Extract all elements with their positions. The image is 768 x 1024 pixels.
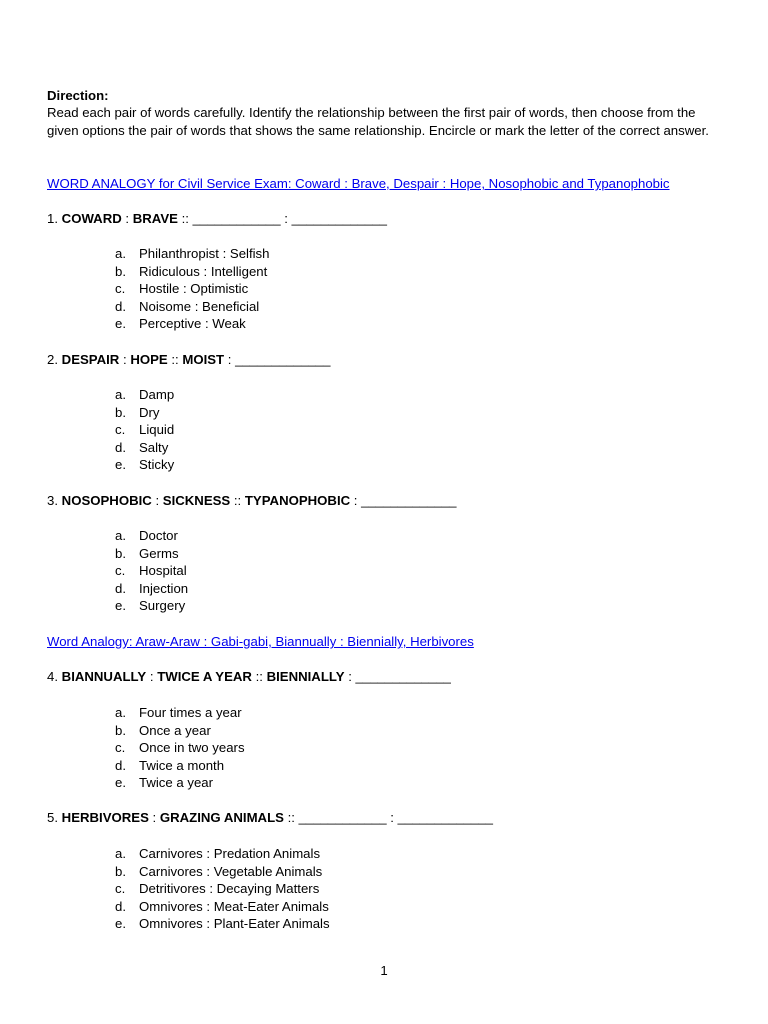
option-letter: d. <box>115 580 126 596</box>
question-word-1: BIANNUALLY <box>61 669 147 684</box>
separator: : <box>344 669 356 684</box>
option-letter: b. <box>115 863 126 879</box>
option-item[interactable] <box>115 315 269 333</box>
option-text: Twice a month <box>139 757 225 773</box>
separator: :: <box>230 493 245 508</box>
question-number: 1. <box>47 211 58 226</box>
question-word-3: BIENNIALLY <box>266 669 345 684</box>
option-letter: b. <box>115 404 126 420</box>
option-item[interactable] <box>115 545 188 563</box>
separator: : <box>386 810 398 825</box>
options-list-5 <box>115 845 330 933</box>
separator: :: <box>167 352 183 367</box>
question-word-2: HOPE <box>130 352 168 367</box>
option-letter: a. <box>115 246 126 261</box>
option-item[interactable] <box>115 404 174 422</box>
question-word-2: BRAVE <box>132 211 178 226</box>
option-item[interactable] <box>115 263 269 281</box>
option-text: Dry <box>139 404 160 420</box>
option-text: Hospital <box>139 563 187 579</box>
option-letter: c. <box>115 563 126 579</box>
option-item[interactable] <box>115 597 188 615</box>
option-item[interactable] <box>115 845 330 863</box>
option-letter: c. <box>115 281 126 297</box>
option-item[interactable] <box>115 774 245 792</box>
option-letter: c. <box>115 422 126 438</box>
option-item[interactable] <box>115 898 330 916</box>
option-text: Omnivores : Meat-Eater Animals <box>139 898 329 914</box>
options-list-4 <box>115 704 245 792</box>
separator: :: <box>251 669 267 684</box>
answer-blank: _____________ <box>235 352 331 367</box>
option-text: Carnivores : Predation Animals <box>139 846 321 861</box>
question-word-2: SICKNESS <box>162 493 231 508</box>
link-word-analogy-civil-service[interactable]: WORD ANALOGY for Civil Service Exam: Coward : Brave, Despair : Hope, Nosophobic and Typanophobic <box>47 176 670 191</box>
option-item[interactable] <box>115 421 174 439</box>
option-text: Detritivores : Decaying Matters <box>139 881 320 897</box>
question-word-2: GRAZING ANIMALS <box>159 810 284 825</box>
answer-blank: _____________ <box>291 211 387 226</box>
option-letter: a. <box>115 528 126 543</box>
option-item[interactable] <box>115 439 174 457</box>
option-item[interactable] <box>115 704 245 722</box>
question-number: 4. <box>47 669 58 684</box>
option-text: Ridiculous : Intelligent <box>139 263 268 279</box>
separator: : <box>121 211 133 226</box>
option-item[interactable] <box>115 757 245 775</box>
page-number: 1 <box>380 963 388 978</box>
question-number: 2. <box>47 352 58 367</box>
option-text: Liquid <box>139 422 175 438</box>
options-list-1 <box>115 245 269 333</box>
option-letter: c. <box>115 881 126 897</box>
option-letter: a. <box>115 705 126 720</box>
option-letter: e. <box>115 916 126 932</box>
options-list-2 <box>115 386 174 474</box>
question-number: 5. <box>47 810 58 825</box>
separator: :: <box>177 211 193 226</box>
question-number: 3. <box>47 493 58 508</box>
option-item[interactable] <box>115 298 269 316</box>
question-word-1: DESPAIR <box>61 352 120 367</box>
question-word-1: HERBIVORES <box>61 810 149 825</box>
option-text: Sticky <box>139 457 175 473</box>
option-text: Perceptive : Weak <box>139 316 246 332</box>
option-item[interactable] <box>115 880 330 898</box>
separator: : <box>119 352 131 367</box>
option-letter: c. <box>115 740 126 756</box>
option-text: Surgery <box>139 598 186 614</box>
answer-blank: ____________ <box>298 810 387 825</box>
separator: : <box>151 493 163 508</box>
option-text: Omnivores : Plant-Eater Animals <box>139 916 330 932</box>
answer-blank: _____________ <box>397 810 493 825</box>
option-text: Philanthropist : Selfish <box>139 246 270 261</box>
option-text: Doctor <box>139 528 178 543</box>
option-letter: e. <box>115 598 126 614</box>
options-list-3 <box>115 527 188 615</box>
option-letter: d. <box>115 439 126 455</box>
question-word-3: TYPANOPHOBIC <box>244 493 351 508</box>
answer-blank: ____________ <box>192 211 281 226</box>
answer-blank: _____________ <box>355 669 451 684</box>
option-letter: e. <box>115 457 126 473</box>
option-item[interactable] <box>115 580 188 598</box>
separator: : <box>280 211 292 226</box>
option-letter: b. <box>115 545 126 561</box>
question-2 <box>47 351 330 369</box>
option-text: Noisome : Beneficial <box>139 298 260 314</box>
option-letter: d. <box>115 757 126 773</box>
option-letter: e. <box>115 316 126 332</box>
option-item[interactable] <box>115 863 330 881</box>
option-item[interactable] <box>115 722 245 740</box>
separator: : <box>146 669 158 684</box>
direction-text: Read each pair of words carefully. Identify the relationship between the first pair of words, then choose from the given options the pair of words that shows the same relationship. Encircle or mark the letter of the correct answer. <box>47 105 709 138</box>
option-text: Germs <box>139 545 179 561</box>
option-text: Hostile : Optimistic <box>139 281 249 297</box>
option-text: Damp <box>139 387 175 402</box>
option-item[interactable] <box>115 915 330 933</box>
link-word-analogy-araw-araw[interactable]: Word Analogy: Araw-Araw : Gabi-gabi, Biannually : Biennially, Herbivores <box>47 634 474 649</box>
question-word-1: NOSOPHOBIC <box>61 493 152 508</box>
separator: : <box>224 352 236 367</box>
separator: : <box>148 810 160 825</box>
question-3 <box>47 492 457 510</box>
question-1 <box>47 210 387 228</box>
option-text: Once in two years <box>139 740 245 756</box>
option-item[interactable] <box>115 456 174 474</box>
question-4 <box>47 668 451 686</box>
option-item[interactable] <box>115 386 174 404</box>
option-letter: a. <box>115 387 126 402</box>
option-text: Injection <box>139 580 189 596</box>
option-letter: a. <box>115 846 126 861</box>
option-item[interactable] <box>115 527 188 545</box>
question-5 <box>47 809 493 827</box>
question-word-3: MOIST <box>182 352 225 367</box>
question-word-1: COWARD <box>61 211 122 226</box>
option-letter: b. <box>115 722 126 738</box>
option-text: Four times a year <box>139 705 242 720</box>
answer-blank: _____________ <box>361 493 457 508</box>
direction-heading: Direction: <box>47 88 109 103</box>
option-text: Salty <box>139 439 169 455</box>
option-item[interactable] <box>115 562 188 580</box>
separator: : <box>350 493 362 508</box>
option-text: Twice a year <box>139 775 214 791</box>
option-item[interactable] <box>115 280 269 298</box>
separator: :: <box>283 810 299 825</box>
option-text: Carnivores : Vegetable Animals <box>139 863 323 879</box>
option-item[interactable] <box>115 739 245 757</box>
question-word-2: TWICE A YEAR <box>157 669 252 684</box>
option-letter: b. <box>115 263 126 279</box>
option-letter: d. <box>115 298 126 314</box>
option-letter: e. <box>115 775 126 791</box>
option-letter: d. <box>115 898 126 914</box>
option-item[interactable] <box>115 245 269 263</box>
option-text: Once a year <box>139 722 211 738</box>
